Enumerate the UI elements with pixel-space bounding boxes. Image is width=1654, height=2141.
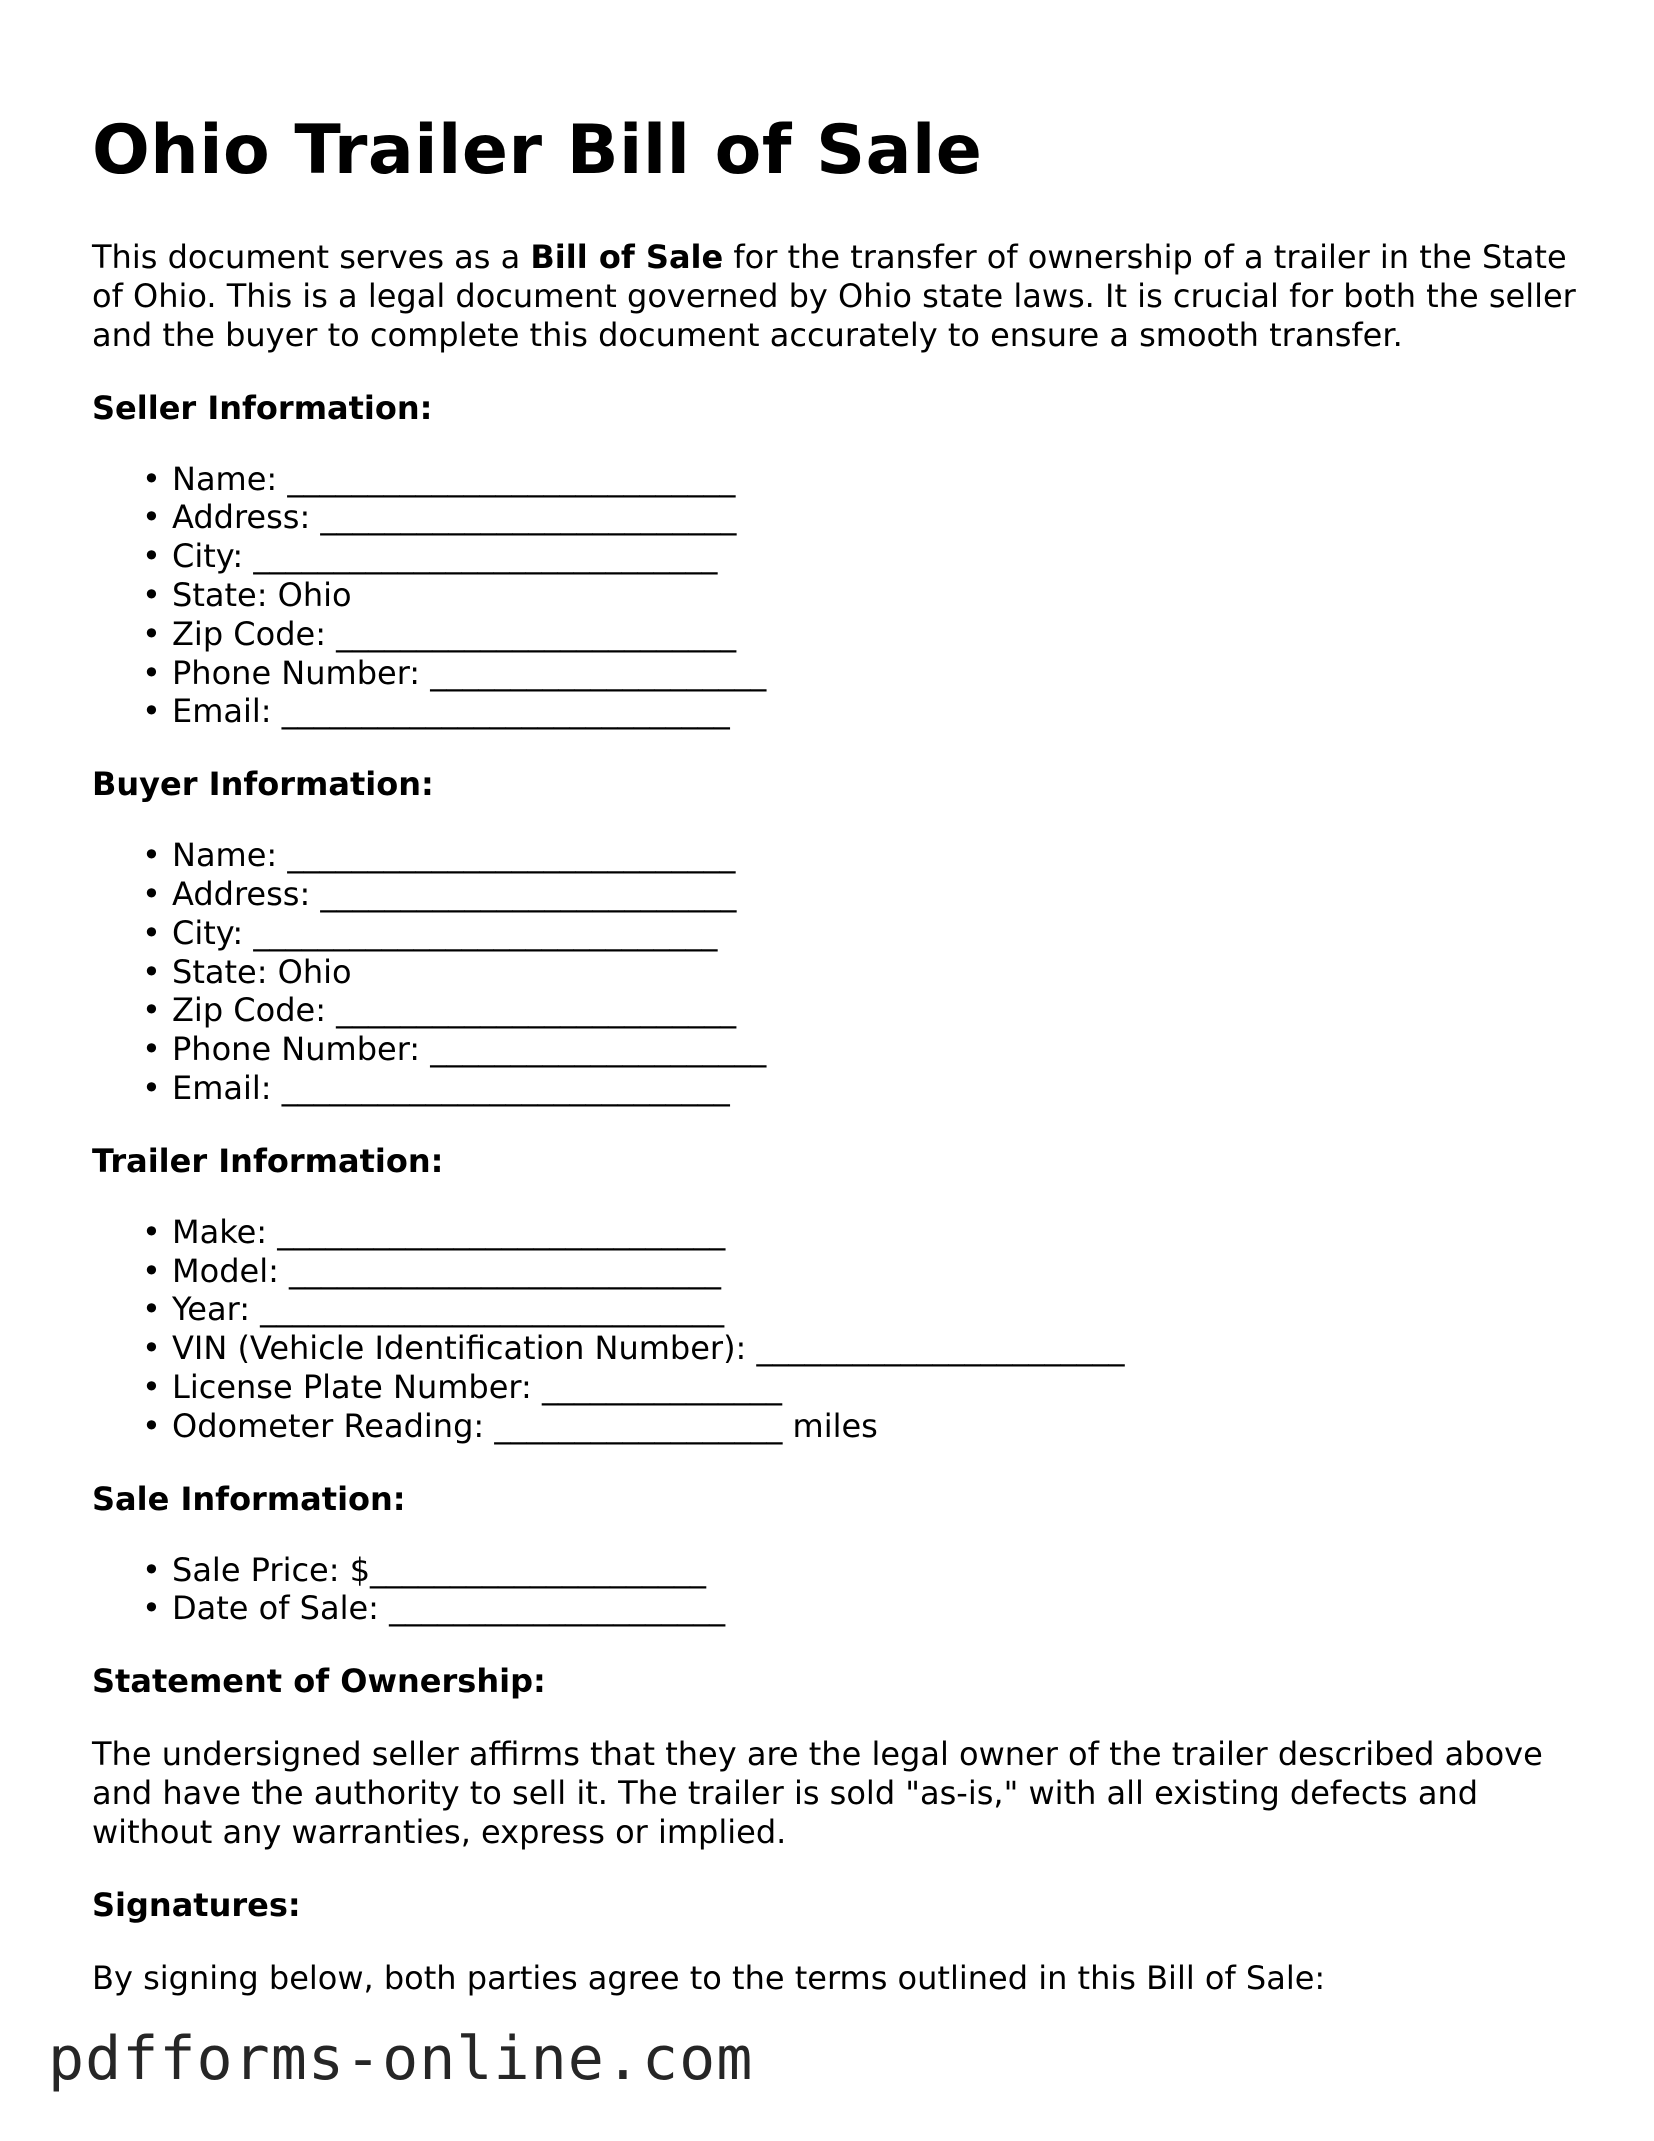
ownership-heading: Statement of Ownership: [92,1662,546,1701]
document-title: Ohio Trailer Bill of Sale [92,111,983,190]
sale-heading: Sale Information: [92,1479,406,1518]
sale-list [92,1551,1592,1629]
bullet-icon: • [142,952,161,991]
buyer-phone-item: • Phone Number: _____________________ [142,1030,767,1069]
seller-name-item: • Name: ____________________________ [142,459,736,498]
buyer-zip-item: • Zip Code: _________________________ [142,991,737,1030]
trailer-model-item: • Model: ___________________________ [142,1251,722,1290]
trailer-vin-item: • VIN (Vehicle Identification Number): _______________________ [142,1329,1125,1368]
bullet-icon: • [142,498,161,537]
seller-phone-item: • Phone Number: _____________________ [142,653,767,692]
bullet-icon: • [142,459,161,498]
seller-state-item: • State: Ohio [142,575,352,614]
bullet-icon: • [142,1406,161,1445]
buyer-state-item: • State: Ohio [142,952,352,991]
bullet-icon: • [142,1290,161,1329]
bullet-icon: • [142,614,161,653]
intro-paragraph [92,238,1592,355]
ownership-paragraph: The undersigned seller affirms that they are the legal owner of the trailer described above and have the authority to sell it. The trailer is sold "as-is," with all existing defects and without any warranties, express or implied. [92,1735,1543,1852]
bullet-icon: • [142,1251,161,1290]
trailer-odometer-item: • Odometer Reading: __________________ miles [142,1406,878,1445]
bullet-icon: • [142,1068,161,1107]
signatures-paragraph: By signing below, both parties agree to the terms outlined in this Bill of Sale: [92,1959,1326,1998]
seller-address-item: • Address: __________________________ [142,498,737,537]
bullet-icon: • [142,537,161,576]
trailer-list [92,1213,1592,1446]
bullet-icon: • [142,1030,161,1069]
document-page [92,110,1592,1998]
bullet-icon: • [142,836,161,875]
buyer-name-item: • Name: ____________________________ [142,836,736,875]
seller-zip-item: • Zip Code: _________________________ [142,614,737,653]
bullet-icon: • [142,1212,161,1251]
intro-text-bold: Bill of Sale [530,237,724,276]
buyer-address-item: • Address: __________________________ [142,874,737,913]
seller-heading: Seller Information: [92,388,433,427]
bullet-icon: • [142,1367,161,1406]
bullet-icon: • [142,653,161,692]
sale-price-item: • Sale Price: $_____________________ [142,1550,707,1589]
buyer-city-item: • City: _____________________________ [142,913,718,952]
bullet-icon: • [142,1550,161,1589]
buyer-heading: Buyer Information: [92,765,434,804]
bullet-icon: • [142,575,161,614]
buyer-email-item: • Email: ____________________________ [142,1068,730,1107]
buyer-list [92,836,1592,1108]
trailer-heading: Trailer Information: [92,1141,444,1180]
bullet-icon: • [142,692,161,731]
bullet-icon: • [142,991,161,1030]
seller-list [92,460,1592,732]
trailer-plate-item: • License Plate Number: _______________ [142,1367,782,1406]
signatures-heading: Signatures: [92,1886,301,1925]
bullet-icon: • [142,1329,161,1368]
trailer-year-item: • Year: _____________________________ [142,1290,725,1329]
seller-email-item: • Email: ____________________________ [142,692,730,731]
sale-date-item: • Date of Sale: _____________________ [142,1589,726,1628]
bullet-icon: • [142,874,161,913]
bullet-icon: • [142,913,161,952]
trailer-make-item: • Make: ____________________________ [142,1212,726,1251]
seller-city-item: • City: _____________________________ [142,537,718,576]
bullet-icon: • [142,1589,161,1628]
intro-text-after: for the transfer of ownership of a trailer in the State of Ohio. This is a legal document governed by Ohio state laws. It is crucial for both the seller and the buyer to complete this document accurately to ensure a smooth transfer. [92,237,1576,354]
intro-text-before: This document serves as a [92,237,531,276]
watermark-text: pdfforms-online.com [48,2024,754,2094]
